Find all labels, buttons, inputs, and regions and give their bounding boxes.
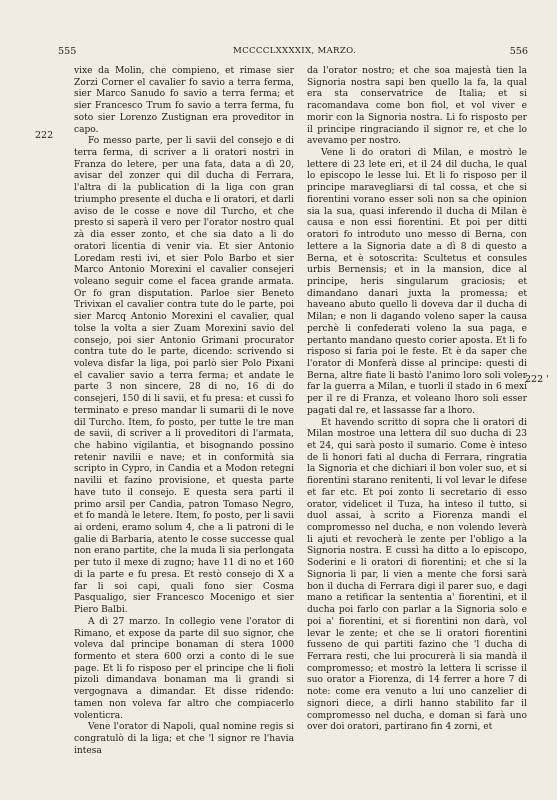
right-column xyxy=(307,66,527,786)
paragraph: Et havendo scritto di sopra che li oratori di Milan mostroe una lettera dil suo ducha di 23 et 24, qui sarà posto il sumario. Come è inteso de li honori fati al ducha di Ferrara, ringratia la Signoria et che dichiari il bon voler suo, et si fiorentini starano renitenti, li vol levar le difese et far etc. Et poi zonto li secretario di esso orator, videlicet il Tuza, ha inteso il tutto, si duol assai, à scrito a Fiorenza mandi el compromesso nel ducha, e non volendo leverà li ajuti et revocherà le zente per l'obligo a la Signoria nostra. E cussì ha ditto a lo episcopo, Soderini e li oratori di fiorentini; et che si la Signoria li par, li vien a mente che forsi sarà bon il ducha di Ferrara digi il parer suo, e dagi mano a retificar la sententia a' fiorentini, et il ducha poi farlo con parlar a la Signoria solo e poi a' fiorentini, et si fiorentini non darà, vol levar le zente; et che se li oratori fiorentini fusseno de qui partiti fazino che 'l ducha di Ferrara resti, che lui procurerà li sia mandà il compromesso; et mostrò la lettera li scrisse il suo orator a Fiorenza, di 14 ferrer a hore 7 di note: come era venuto a lui uno canzelier di signori diece, a dirli hanno stabilito far il compromesso nel ducha, e doman si farà uno over doi oratori, partirano fin 4 zorni, et xyxy=(307,417,527,733)
paragraph: Fo messo parte, per li savii del consejo e di terra ferma, di scriver a li oratori nostri in Franza do letere, per una fata, data a dì 20, avisar del zonzer qui dil ducha di Ferrara, l'altra di la publication di la liga con gran triumpho presente el ducha e li oratori, et darli aviso de le cosse e nove dil Turcho, et che presto si saperà il vero per l'orator nostro qual zà dia esser zonto, et che sia dato a li do oratori licentia di venir via. Et sier Antonio Loredam resti ivi, et sier Polo Barbo et sier Marco Antonio Morexini el cavalier consejeri voleano seguir come el facea grande armata. Or fo gran disputation. Parloe sier Beneto Trivixan el cavalier contra tute do le parte, poi sier Marcq Antonio Morexini el cavalier, qual tolse la volta a sier Zuam Morexini savio del consejo, poi sier Antonio Grimani procurator contra tute do le parte, dicendo: scrivendo si voleva disfar la liga, poi parlò sier Polo Pixani el cavalier savio a terra ferma; et andate le parte 3 non sincere, 28 di no, 16 di do consejeri, 150 di li savii, et fu presa: et cussì fo terminato e preso mandar li sumarii di le nove dil Turcho. Item, fo posto, per tutte le tre man de savii, di scriver a li proveditori di l'armata, che habino vigilantia, et bisognando possino retenir navilii e nave; et in conformità sia scripto in Cypro, in Candia et a Modon retegni navilii et fazino provisione, et questa parte have tuto il consejo. E questa sera parti il primo arsil per Candia, patron Tomaso Negro, et fo mandà le letere. Item, fo posto, per li savii ai ordeni, eramo solum 4, che a li patroni di le galie di Barbaria, atento le cosse successe qual non erano partite, che la muda li sia perlongata per tuto il mexe di zugno; have 11 di no et 160 di la parte e fu presa. Et restò consejo di X a far li soi capi, quali fono sier Cosma Pasqualigo, sier Francesco Mocenigo et sier Piero Balbi. xyxy=(74,136,294,616)
paragraph: A dì 27 marzo. In collegio vene l'orator di Rimano, et expose da parte dil suo signor, che voleva dal principe bonaman di stera 1000 formento et stera 600 orzi a conto di le sue page. Et li fo risposo per el principe che li fioli pizoli dimandava bonaman ma li grandi si vergognava a dimandar. Et disse ridendo: tamen non voleva far altro che compiacerlo volenticra. xyxy=(74,616,294,721)
margin-note-left: 222 xyxy=(35,130,54,141)
paragraph: Vene l'orator di Napoli, qual nomine regis si congratulò di la liga; et che 'l signor re l'havia intesa xyxy=(74,722,294,756)
page-number-right: 556 xyxy=(509,46,528,57)
paragraph: vixe da Molin, che compieno, et rimase sier Zorzi Corner el cavalier fo savio a terra ferma, sier Marco Sanudo fo savio a terra ferma; et sier Francesco Trum fo savio a terra ferma, fu soto sier Lorenzo Zustignan era proveditor in capo. xyxy=(74,66,294,135)
page-number-left: 555 xyxy=(58,46,77,57)
left-column xyxy=(74,66,294,786)
margin-note-right: 222 ' xyxy=(525,374,549,385)
running-title: MCCCCLXXXXIX, MARZO. xyxy=(233,46,356,56)
page-header xyxy=(58,46,528,60)
paragraph: da l'orator nostro; et che soa majestà tien la Signoria nostra sapi ben quello la fa, la qual era sta conservatrice de Italia; et si racomandava come bon fiol, et vol viver e morir con la Signoria nostra. Li fo risposto per il principe ringraciando il signor re, et che lo avevamo per nostro. xyxy=(307,66,527,147)
paragraph: Vene li do oratori di Milan, e mostrò le lettere di 23 lete eri, et il 24 dil ducha, le qual lo episcopo le lesse lui. Et li fo risposo per il principe maravegliarsi di tal cossa, et che si fiorentini vorano esser soli non sa che opinion sia la sua, quasi inferendo il ducha di Milan è causa e non essi fiorentini. Et poi per ditti oratori fo introduto uno messo di Berna, con lettere a la Signoria date a dì 8 di questo a Berna, et è sotoscrita: Scultetus et consules urbis Bernensis; et in la mansion, dice al principe, heris singularum graciosis; et dimandano danari juxta la promessa; et haveano abuto quello li doveva dar il ducha di Milan; e non li dagando voleno saper la causa perchè li confederati voleno la sua paga, e pertanto mandano questo corier aposta. Et li fo risposo si faria poi le feste. Et è da saper che l'orator di Monferà disse al principe: questi di Berna, altre fiate li bastò l'animo loro soli voler far la guerra a Milan, e tuorli il stado in 6 mexi per il re di Franza, et voleano lhoro soli esser pagati dal re, et lassasse far a lhoro. xyxy=(307,148,527,416)
